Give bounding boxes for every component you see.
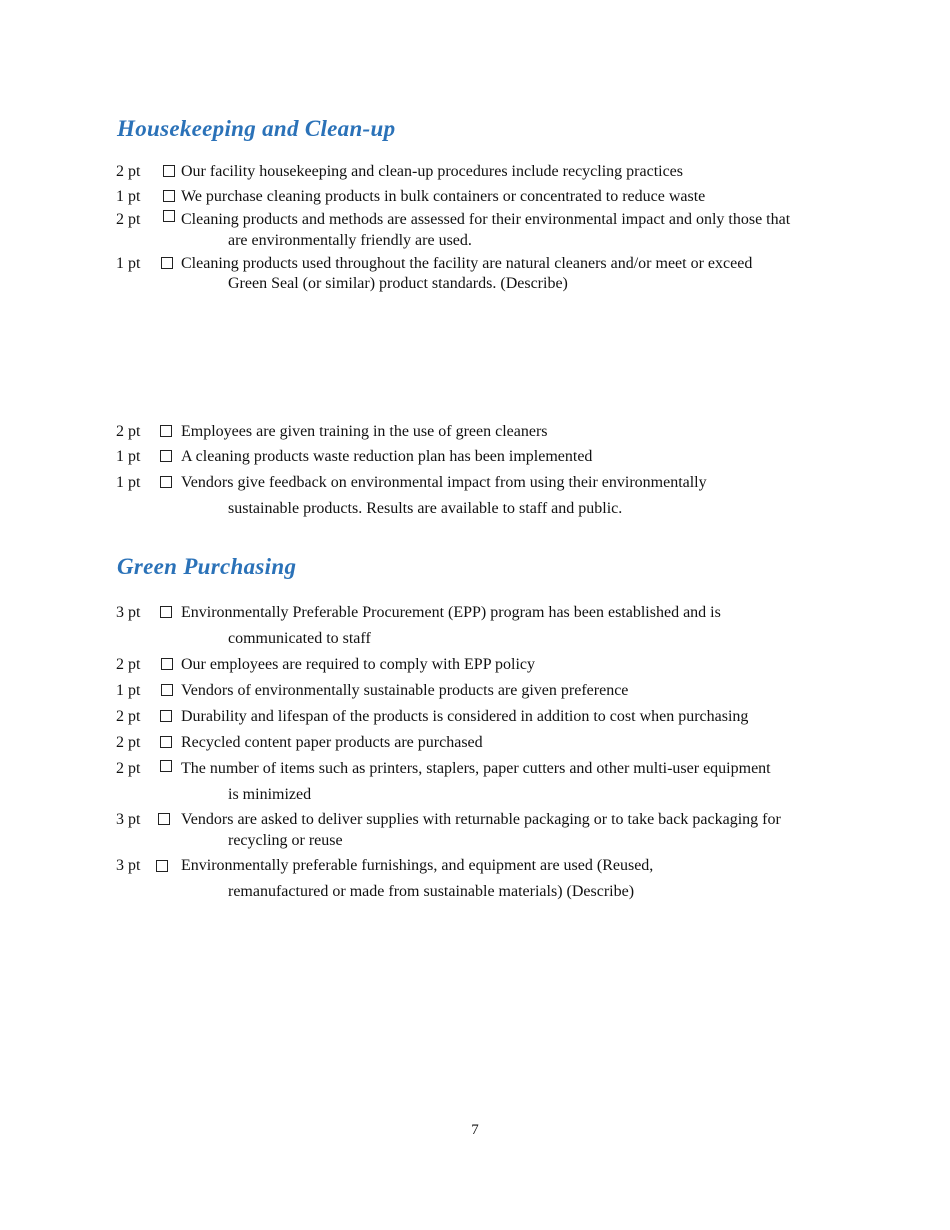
points-label: 2 pt [116,734,141,751]
checkbox[interactable] [161,658,173,670]
checkbox[interactable] [160,450,172,462]
checkbox[interactable] [163,210,175,222]
item-text: Environmentally Preferable Procurement (EPP) program has been established and is [181,604,721,621]
item-text-continued: remanufactured or made from sustainable materials) (Describe) [228,883,635,900]
section-heading-green-purchasing: Green Purchasing [117,554,297,579]
points-label: 3 pt [116,604,141,621]
checkbox[interactable] [160,606,172,618]
checkbox[interactable] [160,476,172,488]
points-label: 1 pt [116,474,141,491]
item-text: We purchase cleaning products in bulk containers or concentrated to reduce waste [181,188,706,205]
item-text-continued: are environmentally friendly are used. [228,232,472,249]
points-label: 2 pt [116,656,141,673]
checkbox[interactable] [163,165,175,177]
section-heading-housekeeping: Housekeeping and Clean-up [117,116,396,141]
points-label: 1 pt [116,255,141,272]
item-text: Environmentally preferable furnishings, and equipment are used (Reused, [181,857,654,874]
item-text-continued: recycling or reuse [228,832,343,849]
item-text: The number of items such as printers, staplers, paper cutters and other multi-user equipment [181,760,771,777]
checkbox[interactable] [163,190,175,202]
item-text: Recycled content paper products are purchased [181,734,483,751]
checkbox[interactable] [160,710,172,722]
points-label: 2 pt [116,423,141,440]
points-label: 1 pt [116,682,141,699]
checkbox[interactable] [161,257,173,269]
points-label: 2 pt [116,708,141,725]
points-label: 2 pt [116,760,141,777]
checkbox[interactable] [156,860,168,872]
checkbox[interactable] [160,760,172,772]
points-label: 2 pt [116,163,141,180]
points-label: 1 pt [116,448,141,465]
item-text: Our employees are required to comply with EPP policy [181,656,535,673]
item-text-continued: Green Seal (or similar) product standards. (Describe) [228,275,568,292]
checkbox[interactable] [160,425,172,437]
item-text-continued: sustainable products. Results are available to staff and public. [228,500,623,517]
item-text: Employees are given training in the use of green cleaners [181,423,548,440]
page-number: 7 [471,1122,479,1138]
item-text: Cleaning products used throughout the facility are natural cleaners and/or meet or exceed [181,255,753,272]
item-text: Vendors of environmentally sustainable products are given preference [181,682,629,699]
item-text: Vendors give feedback on environmental impact from using their environmentally [181,474,707,491]
item-text: Vendors are asked to deliver supplies with returnable packaging or to take back packaging for [181,811,781,828]
item-text: Cleaning products and methods are assessed for their environmental impact and only those that [181,211,791,228]
item-text: A cleaning products waste reduction plan has been implemented [181,448,593,465]
checkbox[interactable] [160,736,172,748]
points-label: 1 pt [116,188,141,205]
points-label: 2 pt [116,211,141,228]
item-text: Durability and lifespan of the products is considered in addition to cost when purchasing [181,708,749,725]
points-label: 3 pt [116,811,141,828]
checkbox[interactable] [158,813,170,825]
checkbox[interactable] [161,684,173,696]
item-text-continued: is minimized [228,786,312,803]
item-text: Our facility housekeeping and clean-up procedures include recycling practices [181,163,684,180]
item-text-continued: communicated to staff [228,630,371,647]
points-label: 3 pt [116,857,141,874]
